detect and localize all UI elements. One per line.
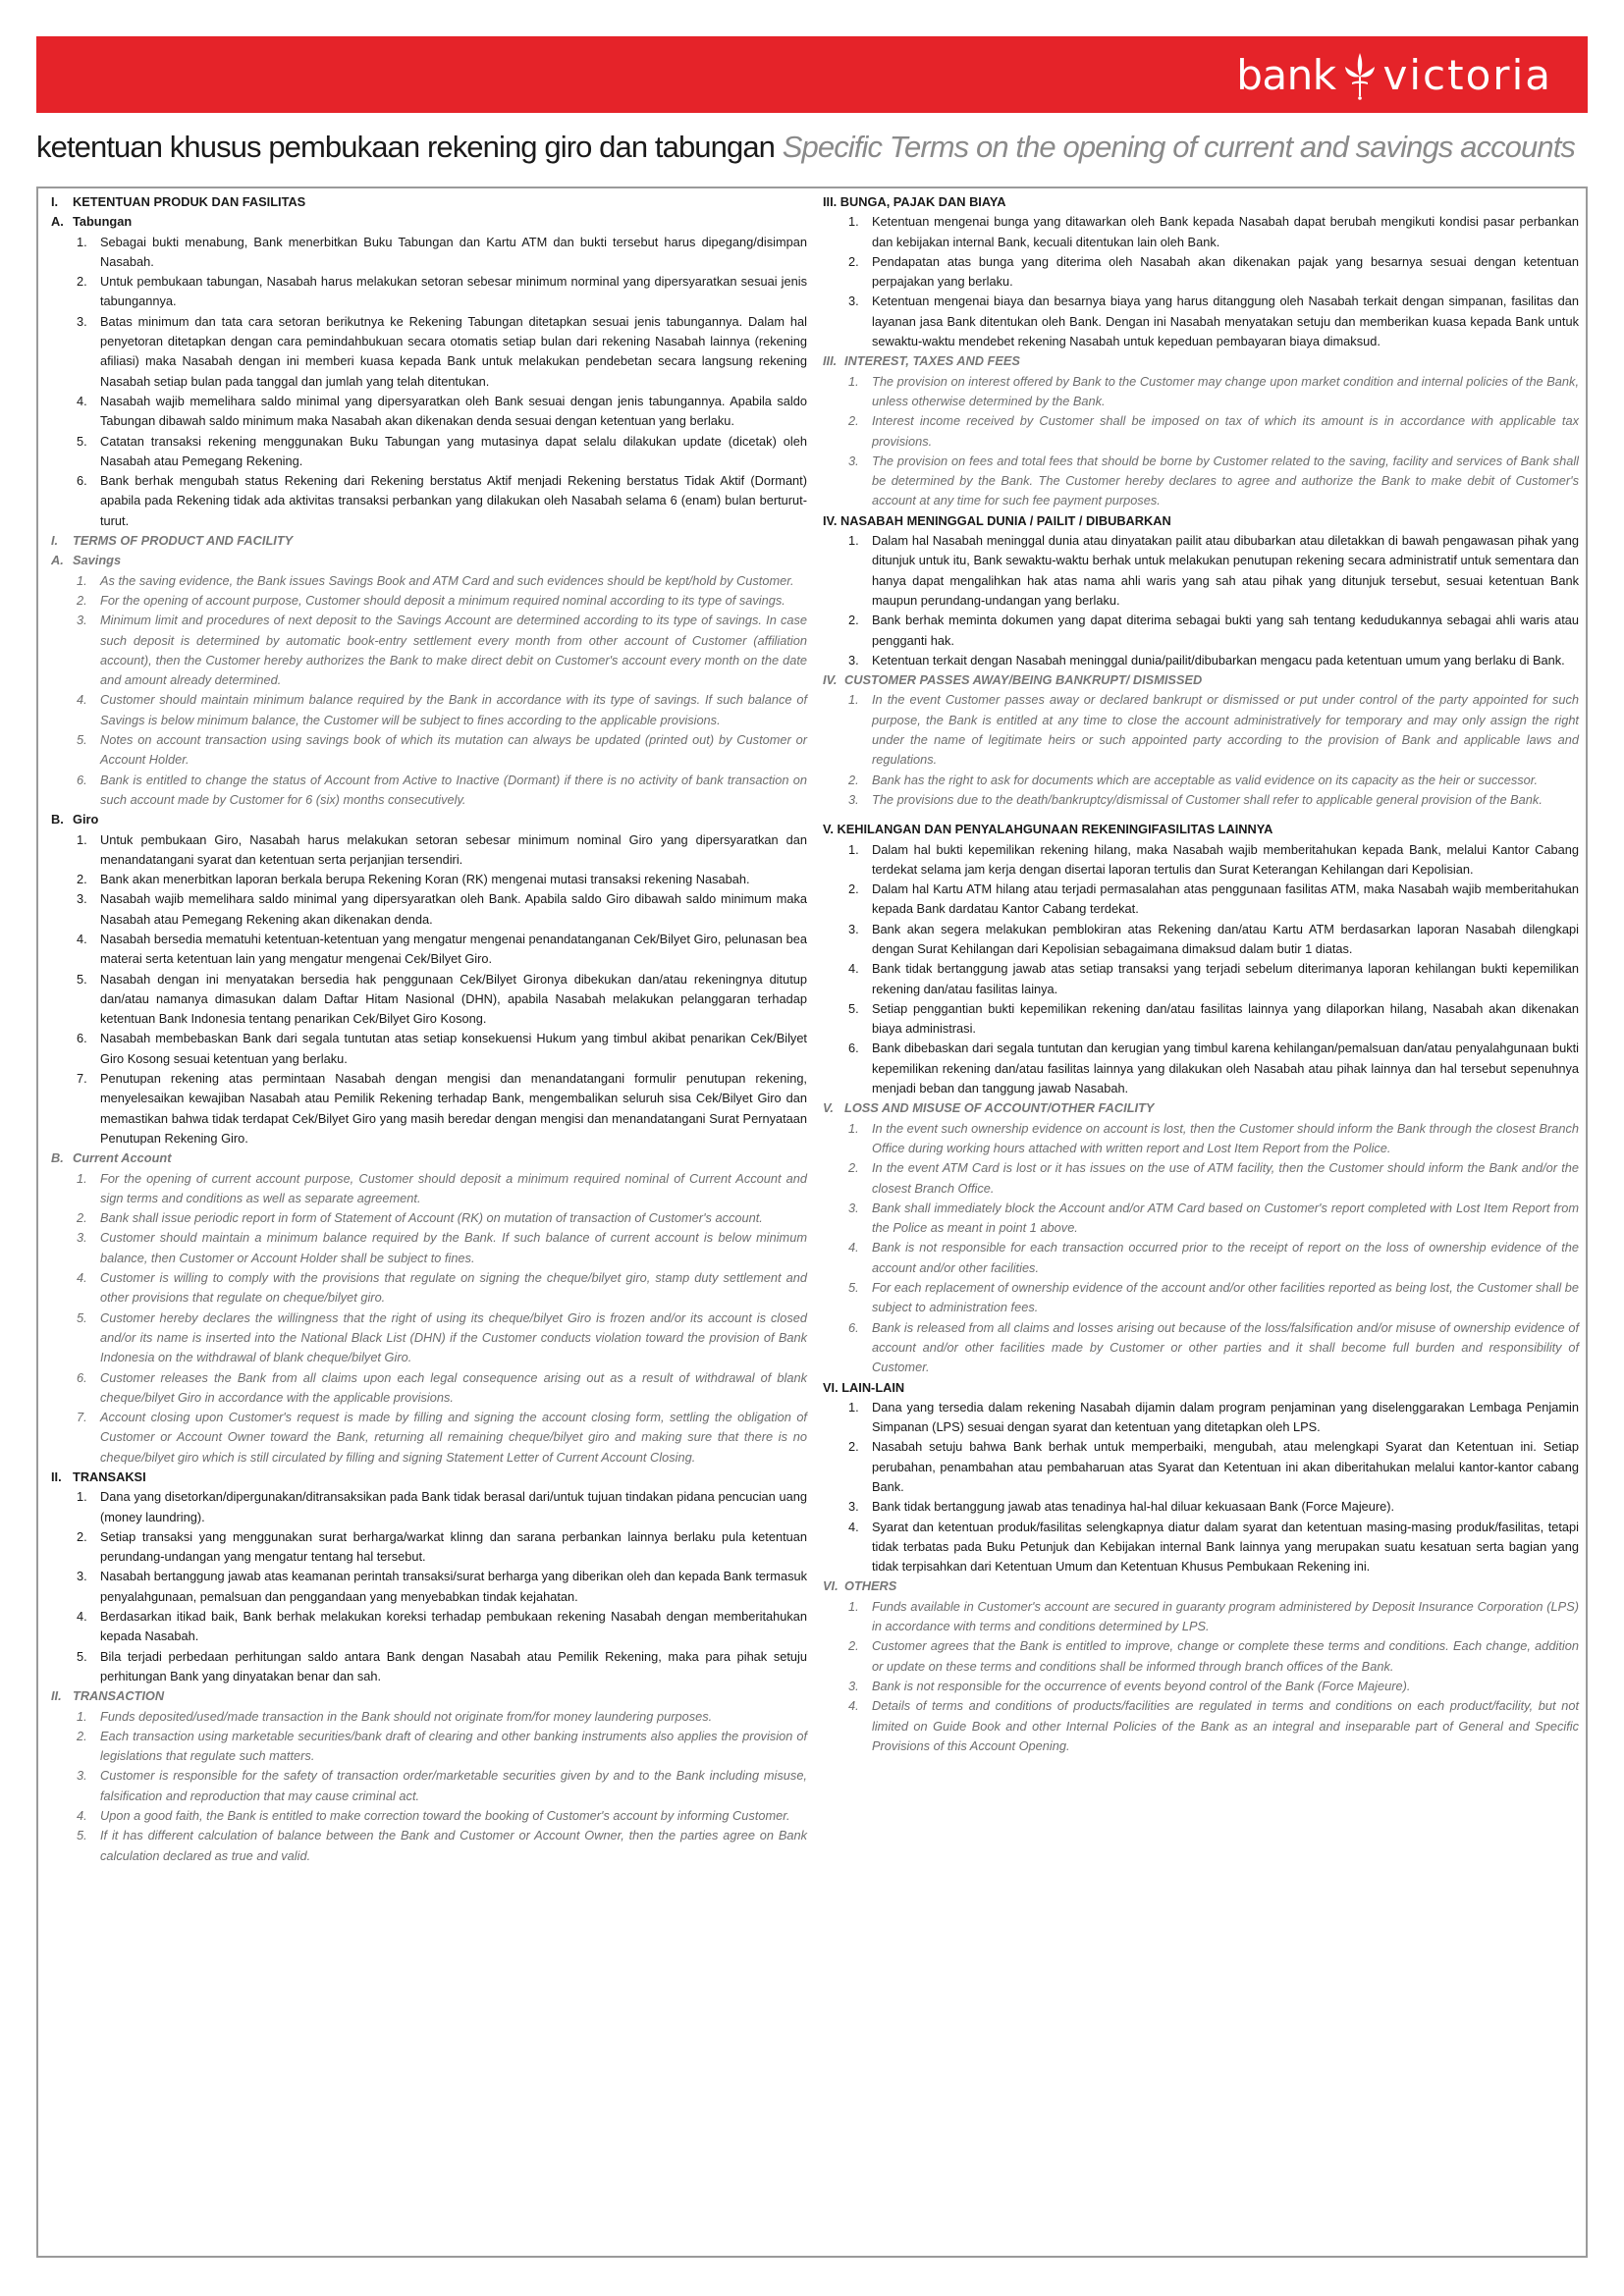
- clause-text: Bank akan menerbitkan laporan berkala berupa Rekening Koran (RK) mengenai mutasi transaksi rekening Nasabah.: [100, 872, 750, 887]
- subsection-heading-en: [51, 551, 807, 570]
- title-english: Specific Terms on the opening of current and savings accounts: [782, 130, 1576, 164]
- clause-list-en: [51, 1169, 807, 1468]
- clause-text: Dana yang disetorkan/dipergunakan/ditransaksikan pada Bank tidak berasal dari/untuk tujuan tindakan pidana pencucian uang (money laundring).: [100, 1489, 807, 1524]
- clause-number: 5.: [848, 1280, 859, 1296]
- clause-item: [51, 970, 807, 1030]
- clause-item: [51, 1527, 807, 1568]
- clause-text: Nasabah dengan ini menyatakan bersedia hak penggunaan Cek/Bilyet Gironya dibekukan dan/atau rekeningnya ditutup dan/atau namanya dimasukan dalam Daftar Hitam Nasional (DHN), apabila Nasabah melakukan pelanggaran terhadap ketentuan Bank Indonesia tentang penarikan Cek/Bilyet Giro Kosong.: [100, 971, 807, 1027]
- section-number: II.: [51, 1469, 62, 1484]
- title-indonesian: ketentuan khusus pembukaan rekening giro dan tabungan: [36, 130, 776, 164]
- clause-text: Catatan transaksi rekening menggunakan Buku Tabungan yang mutasinya dapat selalu dilakukan update (dicetak) oleh Nasabah atau Pemegang Rekening.: [100, 433, 807, 468]
- clause-list: [823, 840, 1579, 1099]
- clause-number: 3.: [848, 652, 859, 667]
- clause-text: Bila terjadi perbedaan perhitungan saldo antara Bank dengan Nasabah atau Pemilik Rekening, maka para pihak setuju perhitungan Bank yang dinyatakan benar dan sah.: [100, 1648, 807, 1683]
- clause-text: Bank tidak bertanggung jawab atas setiap transaksi yang terjadi sebelum diterimanya laporan kehilangan bukti kepemilikan rekening dan/atau fasilitas lainya.: [872, 961, 1579, 996]
- clause-item: [823, 1158, 1579, 1199]
- clause-item: [823, 372, 1579, 412]
- clause-number: 3.: [848, 1200, 859, 1215]
- section-heading-en: [823, 670, 1579, 690]
- clause-number: 4.: [77, 1808, 87, 1824]
- clause-list-en: [823, 372, 1579, 511]
- subsection-number: B.: [51, 1150, 64, 1166]
- clause-item: [823, 1597, 1579, 1637]
- clause-list-en: [823, 1597, 1579, 1756]
- clause-text: Nasabah bersedia mematuhi ketentuan-ketentuan yang mengatur mengenai penandatanganan Cek/Bilyet Giro, pelunasan bea materai serta ketentuan lain yang mengatur mengenai Cek/Bilyet Giro.: [100, 931, 807, 967]
- clause-text: Sebagai bukti menabung, Bank menerbitkan Buku Tabungan dan Kartu ATM dan bukti tersebut harus dipegang/disimpan Nasabah.: [100, 234, 807, 269]
- clause-number: 6.: [77, 1369, 87, 1385]
- subsection-title: Savings: [73, 553, 122, 568]
- clause-item: [51, 1607, 807, 1647]
- clause-item: [823, 1119, 1579, 1159]
- clause-item: [823, 531, 1579, 611]
- clause-number: 1.: [77, 1170, 87, 1186]
- clause-item: [51, 1727, 807, 1767]
- clause-number: 1.: [848, 373, 859, 389]
- clause-item: [51, 1029, 807, 1069]
- clause-number: 4.: [848, 1698, 859, 1714]
- clause-item: [51, 771, 807, 811]
- clause-number: 2.: [77, 1210, 87, 1226]
- clause-item: [823, 611, 1579, 651]
- left-column: [51, 192, 807, 1866]
- clause-number: 4.: [77, 931, 87, 946]
- subsection-number: A.: [51, 553, 64, 568]
- clause-item: [51, 730, 807, 771]
- section-number: I.: [51, 194, 59, 209]
- section-heading-en: [823, 351, 1579, 371]
- clause-number: 1.: [848, 214, 859, 230]
- clause-item: [51, 1228, 807, 1268]
- clause-item: [823, 252, 1579, 293]
- section-number: VI.: [823, 1578, 839, 1594]
- clause-number: 5.: [77, 1309, 87, 1325]
- clause-list: [823, 212, 1579, 351]
- clause-text: Syarat dan ketentuan produk/fasilitas selengkapnya diatur dalam syarat dan ketentuan masing-masing produk/fasilitas, tetapi tidak terbatas pada Buku Petunjuk dan Kebijakan internal Bank lainnya yang merupakan suatu kesatuan serta bagian yang tidak terpisahkan dari Ketentuan Umum dan Ketentuan Khusus Pembukaan Rekening ini.: [872, 1519, 1579, 1575]
- clause-number: 6.: [77, 1031, 87, 1046]
- clause-item: [823, 880, 1579, 920]
- clause-item: [823, 212, 1579, 252]
- clause-text: Bank is not responsible for the occurrence of events beyond control of the Bank (Force Majeure).: [872, 1678, 1411, 1693]
- clause-number: 2.: [848, 253, 859, 269]
- section-title: TRANSAKSI: [73, 1469, 146, 1484]
- clause-text: In the event Customer passes away or declared bankrupt or dismissed or put under control of the party appointed for such purpose, the Bank is entitled at any time to close the account administratively for temporary and may only assign the right under the name of legitimate heirs or such appointed party according to the provision of Bank and applicable laws and regulations.: [872, 692, 1579, 768]
- clause-number: 6.: [848, 1041, 859, 1056]
- clause-text: Funds available in Customer's account are secured in guaranty program administered by Deposit Insurance Corporation (LPS) in accordance with terms and conditions determined by LPS.: [872, 1598, 1579, 1634]
- section-heading: [51, 1468, 807, 1487]
- subsection-heading: [51, 810, 807, 829]
- section-title: OTHERS: [844, 1578, 897, 1594]
- section-title: TERMS OF PRODUCT AND FACILITY: [73, 533, 294, 549]
- clause-number: 3.: [848, 791, 859, 807]
- section-heading-en: [51, 531, 807, 551]
- clause-text: Bank dibebaskan dari segala tuntutan dan kerugian yang timbul karena kehilangan/pemalsuan dan/atau penyalahgunaan bukti kepemilikan rekening dan/atau fasilitas lainnya yang dilakukan oleh Nasabah atau pihak lainnya dan hal tersebut sepenuhnya menjadi beban dan tanggung jawab Nasabah.: [872, 1041, 1579, 1096]
- clause-text: Penutupan rekening atas permintaan Nasabah dengan mengisi dan menandatangani formulir penutupan rekening, menyelesaikan kewajiban Nasabah atau Pemilik Rekening terhadap Bank, mengembalikan seluruh sisa Cek/Bilyet Giro dan memastikan bahwa tidak terdapat Cek/Bilyet Giro yang masih beredar dengan mengisi dan menandatangani Surat Pernyataan Penutupan Rekening Giro.: [100, 1071, 807, 1146]
- clause-number: 4.: [77, 393, 87, 408]
- clause-item: [51, 312, 807, 392]
- clause-text: The provision on interest offered by Bank to the Customer may change upon market condition and internal policies of the Bank, unless otherwise determined by the Bank.: [872, 373, 1579, 408]
- clause-item: [51, 1707, 807, 1727]
- section-heading: VI. LAIN-LAIN: [823, 1379, 905, 1395]
- clause-item: [823, 1238, 1579, 1278]
- clause-item: [51, 1487, 807, 1527]
- clause-number: 2.: [77, 274, 87, 290]
- clause-list-en: [51, 571, 807, 811]
- clause-number: 1.: [77, 234, 87, 249]
- clause-item: [51, 1069, 807, 1148]
- subsection-title: Giro: [73, 812, 99, 828]
- clause-number: 3.: [848, 1678, 859, 1693]
- clause-number: 1.: [848, 533, 859, 549]
- clause-number: 2.: [77, 592, 87, 608]
- section-heading: V. KEHILANGAN DAN PENYALAHGUNAAN REKENINGIFASILITAS LAINNYA: [823, 822, 1273, 837]
- clause-item: [823, 999, 1579, 1040]
- clause-text: For each replacement of ownership evidence of the account and/or other facilities reported as being lost, the Customer shall be subject to administration fees.: [872, 1280, 1579, 1315]
- clause-list: [51, 1487, 807, 1686]
- section-number: V.: [823, 1100, 834, 1116]
- clause-text: For the opening of current account purpose, Customer should deposit a minimum required nominal of Current Account and sign terms and conditions as well as separate agreement.: [100, 1170, 807, 1205]
- clause-number: 1.: [77, 572, 87, 588]
- clause-text: Nasabah wajib memelihara saldo minimal yang dipersyaratkan oleh Bank. Apabila saldo Giro dibawah saldo minimum maka Nasabah atau Pemegang Rekening akan dikenakan denda.: [100, 891, 807, 927]
- clause-number: 3.: [848, 921, 859, 936]
- clause-number: 1.: [77, 1489, 87, 1505]
- clause-item: [51, 1647, 807, 1687]
- clause-number: 5.: [848, 1000, 859, 1016]
- section-title: KETENTUAN PRODUK DAN FASILITAS: [73, 194, 306, 209]
- clause-number: 6.: [77, 473, 87, 489]
- clause-number: 6.: [848, 1319, 859, 1335]
- clause-item: [51, 889, 807, 930]
- section-number: I.: [51, 533, 59, 549]
- section-heading: IV. NASABAH MENINGGAL DUNIA / PAILIT / DIBUBARKAN: [823, 512, 1171, 528]
- clause-number: 2.: [77, 1728, 87, 1743]
- clause-number: 1.: [848, 841, 859, 857]
- clause-item: [823, 452, 1579, 511]
- clause-item: [823, 1696, 1579, 1756]
- clause-number: 7.: [77, 1410, 87, 1425]
- clause-text: Setiap transaksi yang menggunakan surat berharga/warkat klinng dan sarana perbankan lainnya berlaku pula ketentuan perundang-undangan yang mengatur tentang hal tersebut.: [100, 1528, 807, 1565]
- clause-text: Account closing upon Customer's request is made by filling and signing the account closing form, settling the obligation of Customer or Account Owner toward the Bank, returning all remaining cheque/bilyet giro and making sure that there is no cheque/bilyet giro which is still circulated by filling and signing Statement Letter of Current Account Closing.: [100, 1410, 807, 1465]
- clause-text: Berdasarkan itikad baik, Bank berhak melakukan koreksi terhadap pembukaan rekening Nasabah dengan memberitahukan kepada Nasabah.: [100, 1609, 807, 1644]
- clause-list-en: [823, 1119, 1579, 1378]
- clause-number: 4.: [848, 1519, 859, 1534]
- clause-text: Bank tidak bertanggung jawab atas tenadinya hal-hal diluar kekuasaan Bank (Force Majeure).: [872, 1499, 1395, 1515]
- clause-item: [51, 392, 807, 432]
- subsection-title: Current Account: [73, 1150, 172, 1166]
- subsection-title: Tabungan: [73, 214, 133, 230]
- clause-number: 1.: [77, 1708, 87, 1724]
- clause-text: Nasabah membebaskan Bank dari segala tuntutan atas setiap konsekuensi Hukum yang timbul akibat penarikan Cek/Bilyet Giro Kosong sesuai ketentuan yang berlaku.: [100, 1031, 807, 1066]
- clause-item: [51, 870, 807, 889]
- clause-item: [51, 1806, 807, 1826]
- clause-number: 5.: [77, 1648, 87, 1664]
- clause-item: [51, 1208, 807, 1228]
- clause-text: If it has different calculation of balance between the Bank and Customer or Account Owner, then the parties agree on Bank calculation declared as true and valid.: [100, 1828, 807, 1863]
- subsection-heading-en: [51, 1148, 807, 1168]
- clause-number: 2.: [77, 1528, 87, 1544]
- logo-word-victoria: victoria: [1382, 50, 1552, 99]
- clause-number: 1.: [848, 1399, 859, 1415]
- section-title: CUSTOMER PASSES AWAY/BEING BANKRUPT/ DISMISSED: [844, 672, 1203, 688]
- clause-item: [51, 1408, 807, 1468]
- clause-text: Dalam hal Nasabah meninggal dunia atau dinyatakan pailit atau dibubarkan atau diletakkan di bawah pengawasan pihak yang ditunjuk untuk itu, Bank sewaktu-waktu berhak untuk melakukan penutupan rekening secara administratif untuk sementara dan hanya dapat mengalihkan hak atas nama ahli waris yang sah atau pihak yang ditunjuk tersebut, sesuai ketentuan Bank maupun perundang-undangan yang berlaku.: [872, 533, 1579, 608]
- clause-text: In the event ATM Card is lost or it has issues on the use of ATM facility, then the Customer should inform the Bank and/or the closest Branch Office.: [872, 1160, 1579, 1196]
- clause-item: [823, 959, 1579, 999]
- clause-item: [823, 771, 1579, 790]
- clause-number: 3.: [77, 891, 87, 907]
- right-column: [823, 192, 1579, 1756]
- clause-number: 2.: [848, 1638, 859, 1654]
- clause-text: Bank is entitled to change the status of Account from Active to Inactive (Dormant) if there is no activity of bank transaction on such account made by Customer for 6 (six) months consecutively.: [100, 772, 807, 807]
- clause-item: [823, 651, 1579, 670]
- section-number: III.: [823, 353, 838, 369]
- clause-item: [51, 830, 807, 871]
- clause-text: Bank akan segera melakukan pemblokiran atas Rekening dan/atau Kartu ATM berdasarkan laporan Nasabah dilengkapi dengan Surat Kehilangan dari Kepolisian sebagaimana dimaksud dalam butir 1 diatas.: [872, 921, 1579, 956]
- clause-item: [823, 1437, 1579, 1497]
- section-heading: III. BUNGA, PAJAK DAN BIAYA: [823, 194, 1006, 209]
- clause-item: [51, 1268, 807, 1308]
- clause-number: 7.: [77, 1071, 87, 1087]
- clause-text: Untuk pembukaan tabungan, Nasabah harus melakukan setoran sebesar minimum norminal yang dipersyaratkan sesuai jenis tabungannya.: [100, 274, 807, 309]
- section-number: II.: [51, 1688, 62, 1704]
- clause-number: 1.: [848, 1120, 859, 1136]
- clause-number: 2.: [848, 613, 859, 628]
- clause-text: The provision on fees and total fees that should be borne by Customer related to the saving, facility and services of Bank shall be determined by the Bank. The Customer hereby declares to agree and authorize the Bank to make debit of Customer's account at any time for such fee payment purposes.: [872, 453, 1579, 508]
- clause-item: [51, 1826, 807, 1866]
- clause-item: [51, 1169, 807, 1209]
- clause-item: [51, 1766, 807, 1806]
- clause-number: 1.: [77, 831, 87, 847]
- clause-text: Dalam hal Kartu ATM hilang atau terjadi permasalahan atas penggunaan fasilitas ATM, maka Nasabah wajib memberitahukan kepada Bank dardatau Kantor Cabang terdekat.: [872, 881, 1579, 917]
- clause-text: The provisions due to the death/bankruptcy/dismissal of Customer shall refer to applicable general provision of the Bank.: [872, 791, 1543, 807]
- clause-number: 1.: [848, 1598, 859, 1614]
- section-title: TRANSACTION: [73, 1688, 165, 1704]
- clause-number: 2.: [848, 413, 859, 429]
- clause-number: 3.: [848, 453, 859, 468]
- clause-text: Customer is willing to comply with the provisions that regulate on signing the cheque/bilyet giro, stamp duty settlement and other provisions that regulate on cheque/bilyet giro.: [100, 1270, 807, 1306]
- header-banner: [36, 36, 1588, 113]
- document-title: [36, 128, 1597, 167]
- clause-item: [51, 1567, 807, 1607]
- clause-text: Bank shall immediately block the Account and/or ATM Card based on Customer's report completed with Lost Item Report from the Police as meant in point 1 above.: [872, 1200, 1579, 1236]
- clause-text: Ketentuan mengenai biaya dan besarnya biaya yang harus ditanggung oleh Nasabah terkait dengan simpanan, fasilitas dan layanan jasa Bank ditentukan oleh Bank. Dengan ini Nasabah menyatakan setuju dan memberikan kuasa kepada Bank untuk sewaktu-waktu mendebet rekening Nasabah untuk kepeduan pembayaran biaya dimaksud.: [872, 294, 1579, 349]
- clause-list: [823, 531, 1579, 670]
- clause-list: [51, 830, 807, 1149]
- clause-number: 3.: [77, 1569, 87, 1584]
- subsection-number: B.: [51, 812, 64, 828]
- subsection-heading: [51, 212, 807, 232]
- clause-item: [823, 1677, 1579, 1696]
- clause-text: Upon a good faith, the Bank is entitled to make correction toward the booking of Customer's account by informing Customer.: [100, 1808, 790, 1824]
- clause-text: Customer should maintain minimum balance required by the Bank in accordance with its type of savings. If such balance of Savings is below minimum balance, the Customer will be subject to fines according to the applicable provisions.: [100, 692, 807, 727]
- clause-text: As the saving evidence, the Bank issues Savings Book and ATM Card and such evidences should be kept/hold by Customer.: [100, 572, 794, 588]
- clause-number: 4.: [77, 1609, 87, 1625]
- clause-number: 3.: [77, 1768, 87, 1784]
- clause-text: Bank has the right to ask for documents which are acceptable as valid evidence on its capacity as the heir or successor.: [872, 772, 1539, 787]
- clause-item: [51, 272, 807, 312]
- clause-number: 3.: [77, 613, 87, 628]
- clause-item: [51, 930, 807, 970]
- clause-number: 3.: [848, 1499, 859, 1515]
- section-title: LOSS AND MISUSE OF ACCOUNT/OTHER FACILITY: [844, 1100, 1155, 1116]
- clause-text: Customer agrees that the Bank is entitled to improve, change or complete these terms and conditions. Each change, addition or update on these terms and conditions shall be informed through branch offices of the Bank.: [872, 1638, 1579, 1674]
- logo-word-bank: bank: [1236, 50, 1336, 99]
- bank-victoria-logo: [1236, 45, 1552, 104]
- clause-text: For the opening of account purpose, Customer should deposit a minimum required nominal according to its type of savings.: [100, 592, 785, 608]
- clause-item: [823, 1039, 1579, 1098]
- clause-item: [823, 1497, 1579, 1517]
- section-heading: [51, 192, 807, 212]
- clause-text: Notes on account transaction using savings book of which its mutation can always be updated (printed out) by Customer or Account Holder.: [100, 732, 807, 768]
- clause-item: [51, 233, 807, 273]
- clause-text: Dana yang tersedia dalam rekening Nasabah dijamin dalam program penjaminan yang diselenggarakan Lembaga Penjamin Simpanan (LPS) sesuai dengan syarat dan ketentuan yang ditetapkan oleh LPS.: [872, 1399, 1579, 1435]
- clause-text: Funds deposited/used/made transaction in the Bank should not originate from/for money laundering purposes.: [100, 1708, 713, 1724]
- clause-list: [823, 1398, 1579, 1577]
- clause-item: [51, 1368, 807, 1409]
- clause-list-en: [51, 1707, 807, 1866]
- clause-number: 1.: [848, 692, 859, 708]
- clause-item: [823, 411, 1579, 452]
- clause-text: Customer hereby declares the willingness that the right of using its cheque/bilyet Giro is frozen and/or its account is closed and/or its name is inserted into the National Black List (DHN) if the Customer conducts violation toward the provision of Bank Indonesia on the withdrawal of blank cheque/bilyet Giro.: [100, 1309, 807, 1365]
- clause-text: Batas minimum dan tata cara setoran berikutnya ke Rekening Tabungan ditetapkan sesuai jenis tabungannya. Dalam hal penyetoran ditetapkan dengan cara pemindahbukuan secara otomatis setiap bulan dari rekening Nasabah lainnya (rekening afiliasi) maka Nasabah dengan ini memberi kuasa kepada Bank untuk melakukan pendebetan secara langsung rekening Nasabah setiap bulan pada tanggal dan jumlah yang telah ditentukan.: [100, 313, 807, 389]
- clause-text: Bank shall issue periodic report in form of Statement of Account (RK) on mutation of transaction of Customer's account.: [100, 1210, 763, 1226]
- clause-text: Dalam hal bukti kepemilikan rekening hilang, maka Nasabah wajib memberitahukan kepada Bank, melalui Kantor Cabang terdekat selama jam kerja dengan disertai laporan tertulis dan Surat Keterangan Kehilangan dari Kepolisian.: [872, 841, 1579, 877]
- clause-text: Pendapatan atas bunga yang diterima oleh Nasabah akan dikenakan pajak yang besarnya sesuai dengan ketentuan perpajakan yang berlaku.: [872, 253, 1579, 290]
- clause-text: Ketentuan terkait dengan Nasabah meninggal dunia/pailit/dibubarkan mengacu pada ketentuan umum yang berlaku di Bank.: [872, 652, 1565, 667]
- clause-text: Ketentuan mengenai bunga yang ditawarkan oleh Bank kepada Nasabah dapat berubah mengikuti kondisi pasar perbankan dan kebijakan internal Bank, kecuali ditentukan lain oleh Bank.: [872, 214, 1579, 249]
- clause-number: 2.: [848, 1439, 859, 1455]
- clause-text: Minimum limit and procedures of next deposit to the Savings Account are determined according to its type of savings. In case such deposit is determined by automatic book-entry settlement every month from other account of Customer (affiliation account), then the Customer hereby authorizes the Bank to make direct debit on Customer's account every month on the date and amount already determined.: [100, 613, 807, 688]
- clause-number: 3.: [77, 1230, 87, 1246]
- clause-item: [51, 571, 807, 591]
- clause-number: 5.: [77, 1828, 87, 1843]
- clause-text: Customer is responsible for the safety of transaction order/marketable securities given by and to the Bank including misuse, falsification and reproduction that may cause criminal act.: [100, 1768, 807, 1803]
- clause-item: [823, 690, 1579, 770]
- clause-item: [823, 1518, 1579, 1577]
- clause-number: 6.: [77, 772, 87, 787]
- lily-emblem-icon: [1338, 49, 1381, 100]
- clause-item: [823, 920, 1579, 960]
- clause-number: 5.: [77, 433, 87, 449]
- section-heading-en: [51, 1686, 807, 1706]
- clause-text: Nasabah wajib memelihara saldo minimal yang dipersyaratkan oleh Bank sesuai dengan jenis tabungannya. Apabila saldo Tabungan dibawah saldo minimum maka Nasabah akan dikenakan denda sesuai dengan ketentuan yang berlaku.: [100, 393, 807, 429]
- clause-text: In the event such ownership evidence on account is lost, then the Customer should inform the Bank through the closest Branch Office during working hours attached with written report and Lost Item Report from the Police.: [872, 1120, 1579, 1155]
- clause-item: [823, 1636, 1579, 1677]
- clause-text: Customer should maintain a minimum balance required by the Bank. If such balance of current account is below minimum balance, then Customer or Account Holder shall be subject to fines.: [100, 1230, 807, 1265]
- clause-item: [823, 1398, 1579, 1438]
- spacer: [823, 810, 1579, 820]
- subsection-number: A.: [51, 214, 64, 230]
- clause-number: 5.: [77, 971, 87, 987]
- section-number: IV.: [823, 672, 838, 688]
- clause-number: 5.: [77, 732, 87, 748]
- clause-text: Nasabah bertanggung jawab atas keamanan perintah transaksi/surat berharga yang diberikan oleh dan kepada Bank termasuk penyalahgunaan, pemalsuan dan penggandaan yang menyebabkan tindak kejahatan.: [100, 1569, 807, 1604]
- clause-number: 4.: [77, 1270, 87, 1286]
- clause-item: [51, 611, 807, 690]
- clause-number: 2.: [848, 1160, 859, 1176]
- clause-item: [823, 1199, 1579, 1239]
- clause-text: Setiap penggantian bukti kepemilikan rekening dan/atau fasilitas lainnya yang dilaporkan hilang, Nasabah akan dikenakan biaya administrasi.: [872, 1000, 1579, 1037]
- clause-number: 4.: [848, 1240, 859, 1255]
- clause-item: [823, 1318, 1579, 1378]
- clause-list: [51, 233, 807, 531]
- clause-item: [823, 790, 1579, 810]
- clause-number: 2.: [848, 881, 859, 897]
- clause-number: 3.: [848, 294, 859, 309]
- clause-number: 2.: [77, 872, 87, 887]
- section-heading-en: [823, 1098, 1579, 1118]
- clause-text: Details of terms and conditions of products/facilities are regulated in terms and conditions on each product/facility, but not limited on Guide Book and other Internal Policies of the Bank as an integral and inseparable part of General and Specific Provisions of this Account Opening.: [872, 1698, 1579, 1753]
- clause-text: Customer releases the Bank from all claims upon each legal consequence arising out as a result of withdrawal of blank cheque/bilyet Giro in accordance with the applicable provisions.: [100, 1369, 807, 1405]
- clause-text: Nasabah setuju bahwa Bank berhak untuk memperbaiki, mengubah, atau melengkapi Syarat dan Ketentuan ini. Setiap perubahan, penambahan atau pembaharuan atas Syarat dan Ketentuan ini akan diberitahukan melalui kantor-kantor cabang Bank.: [872, 1439, 1579, 1494]
- clause-item: [51, 432, 807, 472]
- clause-item: [823, 840, 1579, 881]
- clause-text: Bank berhak mengubah status Rekening dari Rekening berstatus Aktif menjadi Rekening berstatus Tidak Aktif (Dormant) apabila pada Rekening tidak ada aktivitas transaksi perbankan yang dilakukan oleh Nasabah selama 6 (enam) bulan berturut-turut.: [100, 473, 807, 528]
- clause-item: [823, 1278, 1579, 1318]
- clause-number: 2.: [848, 772, 859, 787]
- clause-item: [51, 1308, 807, 1368]
- clause-number: 4.: [848, 961, 859, 977]
- clause-item: [51, 471, 807, 531]
- clause-text: Bank is not responsible for each transaction occurred prior to the receipt of report on the loss of ownership evidence of the account and/or other facilities.: [872, 1240, 1579, 1275]
- clause-item: [51, 591, 807, 611]
- section-heading-en: [823, 1576, 1579, 1596]
- clause-number: 4.: [77, 692, 87, 708]
- clause-item: [823, 292, 1579, 351]
- clause-item: [51, 690, 807, 730]
- section-title: INTEREST, TAXES AND FEES: [844, 353, 1020, 369]
- clause-number: 3.: [77, 313, 87, 329]
- clause-list-en: [823, 690, 1579, 810]
- clause-text: Untuk pembukaan Giro, Nasabah harus melakukan setoran sebesar minimum nominal Giro yang dipersyaratkan dan menandatangani syarat dan ketentuan serta perjanjian tersendiri.: [100, 831, 807, 867]
- clause-text: Interest income received by Customer shall be imposed on tax of which its amount is in accordance with applicable tax provisions.: [872, 413, 1579, 449]
- clause-text: Bank berhak meminta dokumen yang dapat diterima sebagai bukti yang sah tentang kedudukannya sebagai ahli waris atau pengganti hak.: [872, 613, 1579, 648]
- clause-text: Each transaction using marketable securities/bank draft of clearing and other banking instruments also applies the provision of legislations that regulate such matters.: [100, 1728, 807, 1764]
- clause-text: Bank is released from all claims and losses arising out because of the loss/falsification and/or misuse of ownership evidence of account and/or other facilities made by Customer or other parties and it shall become full burden and responsibility of Customer.: [872, 1319, 1579, 1375]
